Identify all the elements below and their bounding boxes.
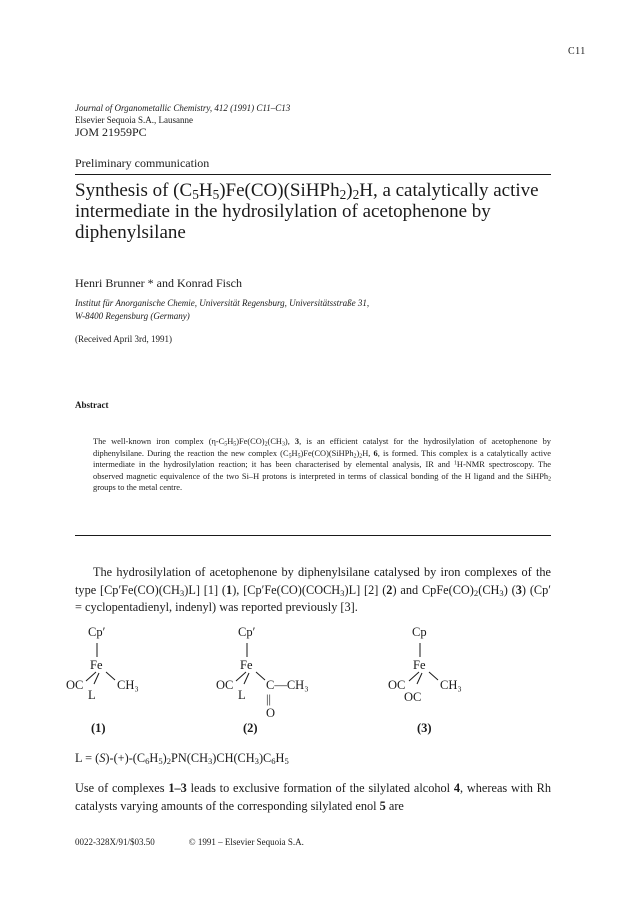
section-label: Preliminary communication [75,156,210,170]
structure-1-ligand: L [88,688,96,702]
corresponding-author-mark: * [147,276,154,290]
article-title: Synthesis of $(C_5H_5)Fe(CO)(SiHPh_2)_2H$, a catalytically active intermediate in the hydrosilylation of acetophenone by diphenylsilane [75,180,539,243]
structure-2-metal: Fe [240,658,253,672]
structure-2-co: OC [216,678,234,692]
structure-2-cp: Cp′ [238,625,256,639]
issn-price: 0022-328X/91/$03.50 [75,837,155,847]
structure-2-carbonyl-bond: || [266,692,272,706]
ligand-definition: $L = (S)-(+)-(C_6H_5)_2PN(CH_3)CH(CH_3)C_6H_5$ [75,751,289,766]
structure-1 [66,625,139,735]
structure-2-ligand: L [238,688,246,702]
structure-diagrams [60,620,560,740]
page-number: C11 [568,46,586,57]
received-date: (Received April 3rd, 1991) [75,334,172,344]
abstract-rule [75,535,551,536]
affiliation-line-2: W-8400 Regensburg (Germany) [75,311,190,321]
footer [75,837,338,847]
structure-1-co: OC [66,678,84,692]
copyright-notice: © 1991 – Elsevier Sequoia S.A. [188,837,304,847]
structure-2-label: (2) [243,721,258,735]
structure-2-oxygen: O [266,706,276,720]
structure-2-acyl: C—CH₃ [266,678,309,692]
structure-3 [388,625,462,735]
abstract-heading: Abstract [75,400,109,410]
structure-3-co-below: OC [404,690,422,704]
affiliation-line-1: Institut für Anorganische Chemie, Universität Regensburg, Universitätsstraße 31, [75,298,370,308]
structure-3-label: (3) [417,721,432,735]
structure-3-co-left: OC [388,678,406,692]
structure-2 [216,625,309,735]
structure-1-cp: Cp′ [88,625,106,639]
jom-code: JOM 21959PC [75,125,147,139]
body-paragraph-1: The hydrosilylation of acetophenone by diphenylsilane catalysed by iron complexes of the type $[Cp'Fe(CO)(CH_3)L]$ [1] (1), $[Cp'Fe(CO)(COCH_3)L]$ [2] (2) and $CpFe(CO)_2(CH_3)$ (3) (Cp′ = cyclopentadienyl, indenyl) was reported previously [3]. [75,565,551,614]
structure-1-metal: Fe [90,658,103,672]
structure-3-cp: Cp [412,625,427,639]
body-paragraph-2: Use of complexes 1–3 leads to exclusive formation of the silylated alcohol 4, whereas with Rh catalysts varying amounts of the corresponding silylated enol 5 are [75,781,551,813]
publisher-line: Elsevier Sequoia S.A., Lausanne [75,115,193,125]
section-rule [75,174,551,175]
structure-3-metal: Fe [413,658,426,672]
structure-1-label: (1) [91,721,106,735]
structure-1-methyl: CH₃ [117,678,139,692]
journal-citation: Journal of Organometallic Chemistry, 412 (1991) C11–C13 [75,103,291,113]
author-list: Henri Brunner * and Konrad Fisch [75,276,242,290]
abstract-text: The well-known iron complex $(\eta-C_5H_5)Fe(CO)_2(CH_3)$, 3, is an efficient catalyst for the hydrosilylation of acetophenone by diphenylsilane. During the reaction the new complex $(C_5H_5)Fe(CO)(SiHPh_2)_2H$, 6, is formed. This complex is a catalytically active intermediate in the hydrosilylation reaction; it has been characterised by elemental analysis, IR and $^1$H-NMR spectroscopy. The observed magnetic equivalence of the two Si–H protons is interpreted in terms of classical bonding of the H ligand and the SiHPh$_2$ groups to the metal centre. [93,437,551,493]
structure-3-methyl: CH₃ [440,678,462,692]
